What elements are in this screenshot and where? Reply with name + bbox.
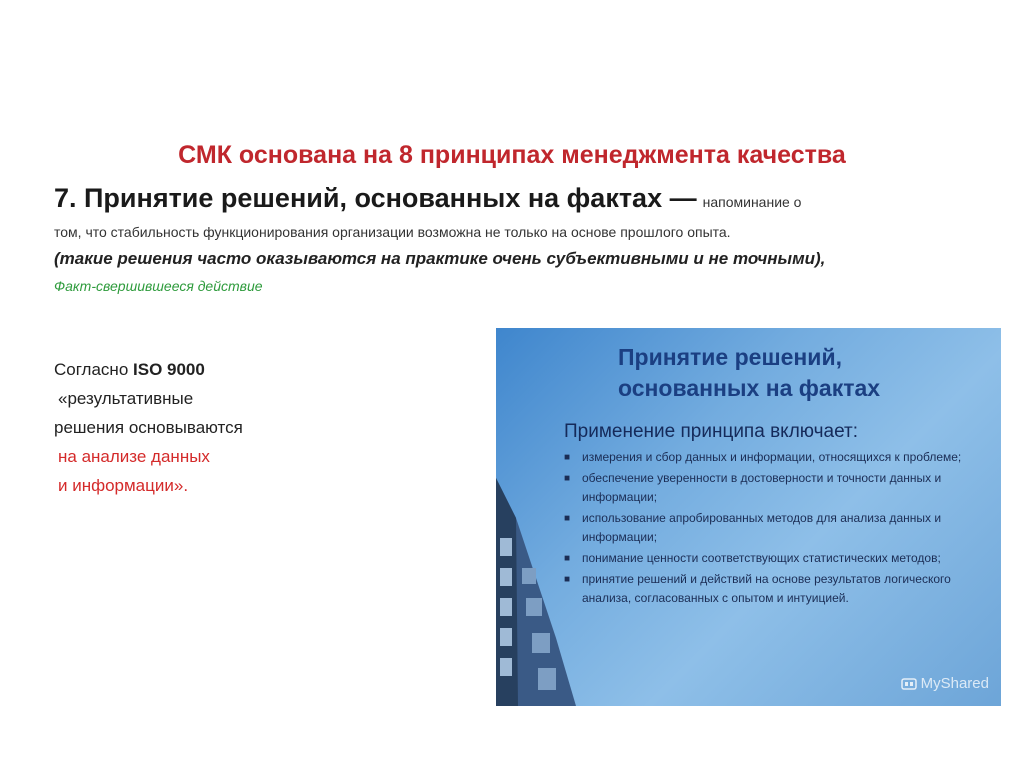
bullet-icon: ■ xyxy=(564,452,571,463)
slide-title: СМК основана на 8 принципах менеджмента качества xyxy=(178,141,846,169)
bullet-icon: ■ xyxy=(564,553,571,564)
iso-standard: ISO 9000 xyxy=(133,360,205,379)
principle-inline-text: напоминание о xyxy=(702,194,802,210)
iso-line-2: «результативные xyxy=(58,389,194,408)
fact-definition: Факт-свершившееся действие xyxy=(54,278,263,294)
list-item: ■ обеспечение уверенности в достоверности и точности данных и информации; xyxy=(564,471,942,504)
watermark-text: MyShared xyxy=(920,675,989,692)
iso-line-5: и информации». xyxy=(58,476,189,495)
image-subtitle: Применение принципа включает: xyxy=(564,421,858,442)
iso-line-3: решения основываются xyxy=(54,418,243,437)
principle-slide-image xyxy=(496,328,1001,706)
iso-line-1 xyxy=(54,360,454,389)
principle-heading: 7. Принятие решений, основанных на фактах — xyxy=(54,183,697,213)
principle-line xyxy=(54,185,944,212)
list-item: ■ понимание ценности соответствующих статистических методов; xyxy=(564,549,984,568)
list-item: ■ принятие решений и действий на основе результатов логического анализа, согласованных с опытом и интуицией. xyxy=(564,572,951,605)
iso-prefix: Согласно xyxy=(54,360,129,379)
principle-continuation: том, что стабильность функционирования организации возможна не только на основе прошлого опыта. xyxy=(54,224,731,240)
bullet-icon: ■ xyxy=(564,574,571,585)
image-title-line-2: основанных на фактах xyxy=(618,375,881,401)
bullet-icon: ■ xyxy=(564,513,571,524)
watermark xyxy=(901,675,989,692)
image-item-list xyxy=(564,448,984,610)
list-item: ■ использование апробированных методов для анализа данных и информации; xyxy=(564,511,942,544)
bullet-icon: ■ xyxy=(564,473,571,484)
subjectivity-note: (такие решения часто оказываются на практике очень субъективными и не точными), xyxy=(54,249,826,268)
image-title xyxy=(618,342,880,404)
iso-line-4: на анализе данных xyxy=(58,447,210,466)
iso-quote xyxy=(54,360,454,505)
list-item: ■ измерения и сбор данных и информации, относящихся к проблеме; xyxy=(564,448,984,467)
myshared-logo-icon xyxy=(901,676,917,692)
image-title-line-1: Принятие решений, xyxy=(618,344,842,370)
